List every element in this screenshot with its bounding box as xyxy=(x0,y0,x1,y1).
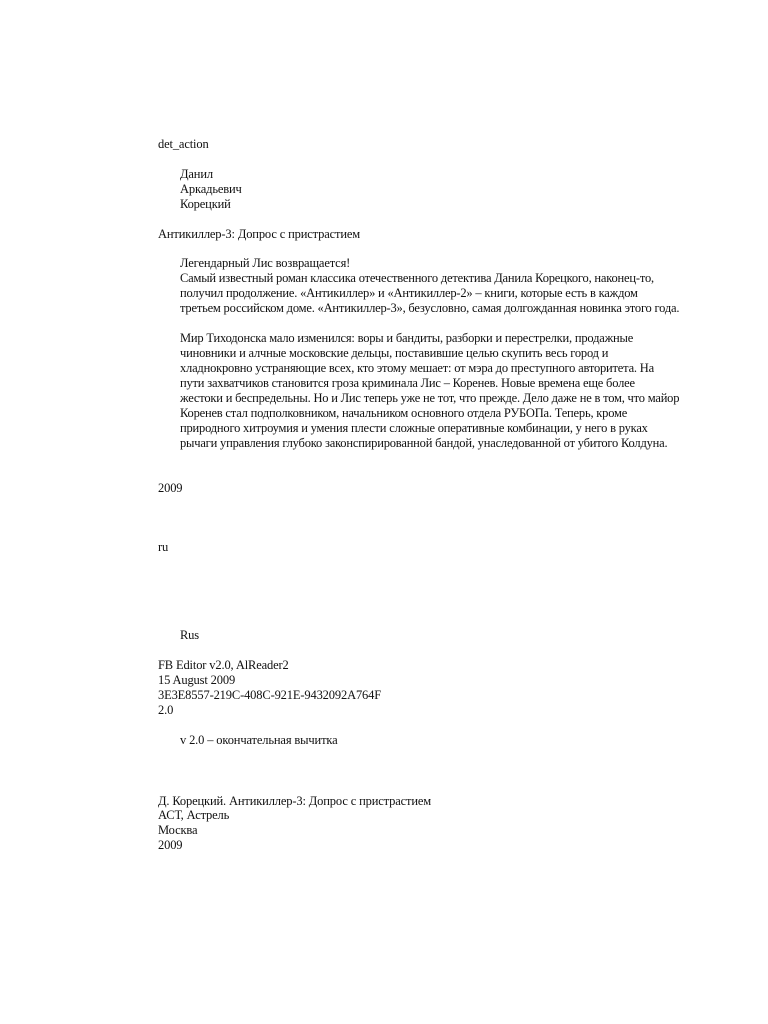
author-first-name: Данил xyxy=(180,167,213,181)
annotation-paragraph-3: Мир Тиходонска мало изменился: воры и бандиты, разборки и перестрелки, продажные чиновники и алчные московские дельцы, поставившие целью скупить весь город и хладнокровно устраняющие всех, кто этому мешает: от мэра до преступного авторитета. На пути захватчиков становится гроза криминала Лис – Коренев. Новые времена еще более жестоки и беспредельны. Но и Лис теперь уже не тот, что прежде. Дело даже не в том, что майор Коренев стал подполковником, начальником основного отдела РУБОПа. Теперь, кроме природного хитроумия и умения плести сложные оперативные комбинации, у него в руках рычаги управления глубоко законспирированной бандой, унаследованной от убитого Колдуна. xyxy=(180,331,680,450)
year: 2009 xyxy=(158,481,183,495)
document-id: 3E3E8557-219C-408C-921E-9432092A764F xyxy=(158,688,382,702)
publisher: АСТ, Астрель xyxy=(158,808,230,822)
annotation-paragraph-2: Самый известный роман классика отечественного детектива Данила Корецкого, наконец-то, получил продолжение. «Антикиллер» и «Антикиллер-2» – книги, которые есть в каждом третьем российском доме. «Антикиллер-3», безусловно, самая долгожданная новинка этого года. xyxy=(180,271,680,315)
publish-year: 2009 xyxy=(158,838,183,852)
program-used: FB Editor v2.0, AlReader2 xyxy=(158,658,289,672)
document-date: 15 August 2009 xyxy=(158,673,236,687)
genre: det_action xyxy=(158,137,209,151)
publish-city: Москва xyxy=(158,823,198,837)
annotation-paragraph-1: Легендарный Лис возвращается! xyxy=(180,256,351,270)
document-history: v 2.0 – окончательная вычитка xyxy=(180,733,338,747)
publish-book-name: Д. Корецкий. Антикиллер-3: Допрос с пристрастием xyxy=(158,794,432,808)
author-last-name: Корецкий xyxy=(180,197,231,211)
book-title: Антикиллер-3: Допрос с пристрастием xyxy=(158,227,361,241)
document-version: 2.0 xyxy=(158,703,174,717)
author-middle-name: Аркадьевич xyxy=(180,182,242,196)
source-language: Rus xyxy=(180,628,200,642)
language: ru xyxy=(158,540,169,554)
